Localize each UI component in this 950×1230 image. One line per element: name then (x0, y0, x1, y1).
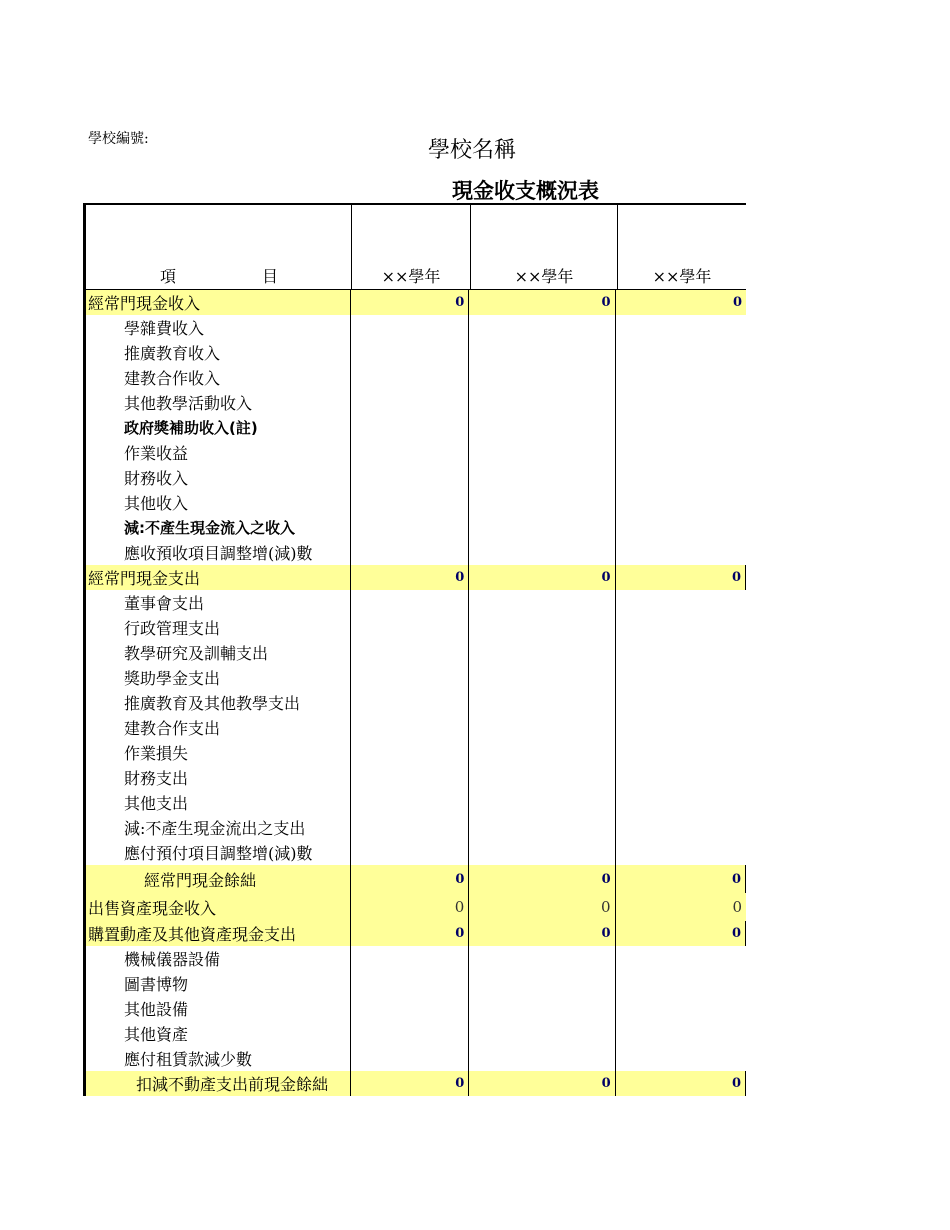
table-row (83, 515, 746, 540)
row-label: 應付預付項目調整增(減)數 (86, 840, 351, 865)
table-row (83, 865, 746, 893)
table-row (83, 1046, 746, 1071)
table-row (83, 465, 746, 490)
row-label: 其他資產 (86, 1021, 351, 1046)
year2-header: ××學年 (514, 267, 574, 286)
table-row (83, 815, 746, 840)
row-label: 減:不產生現金流入之收入 (86, 515, 351, 540)
table-row (83, 765, 746, 790)
row-label: 其他收入 (86, 490, 351, 515)
row-label: 應付租賃款減少數 (86, 1046, 351, 1071)
row-label: 作業收益 (86, 440, 351, 465)
year1-value: 0 (351, 893, 469, 921)
row-label: 教學研究及訓輔支出 (86, 640, 351, 665)
year2-value: 0 (469, 921, 615, 946)
row-label: 建教合作收入 (86, 365, 351, 390)
year1-value: 0 (351, 290, 469, 315)
row-label: 獎助學金支出 (86, 665, 351, 690)
table-row (83, 1071, 746, 1096)
table-row (83, 996, 746, 1021)
year2-value: 0 (469, 290, 615, 315)
table-row (83, 665, 746, 690)
table-row (83, 615, 746, 640)
year1-header: ××學年 (381, 267, 441, 286)
year2-column-header (471, 205, 618, 289)
table-row (83, 790, 746, 815)
row-label: 財務支出 (86, 765, 351, 790)
cash-flow-table (83, 203, 746, 1096)
table-row (83, 840, 746, 865)
row-label: 其他支出 (86, 790, 351, 815)
row-label: 建教合作支出 (86, 715, 351, 740)
table-row (83, 315, 746, 340)
year1-value: 0 (351, 1071, 469, 1096)
row-label: 政府獎補助收入(註) (86, 415, 351, 440)
row-label: 財務收入 (86, 465, 351, 490)
table-row (83, 415, 746, 440)
row-label: 其他設備 (86, 996, 351, 1021)
row-label: 行政管理支出 (86, 615, 351, 640)
row-label: 應收預收項目調整增(減)數 (86, 540, 351, 565)
table-row (83, 390, 746, 415)
table-row (83, 690, 746, 715)
item-header-part1: 項 (160, 267, 177, 286)
table-row (83, 971, 746, 996)
year2-value: 0 (469, 1071, 615, 1096)
table-row (83, 340, 746, 365)
year1-column-header (352, 205, 471, 289)
row-label: 其他教學活動收入 (86, 390, 351, 415)
school-number-label: 學校編號: (88, 131, 149, 147)
year3-value: 0 (616, 865, 746, 893)
table-header (83, 203, 746, 289)
row-label: 經常門現金支出 (86, 565, 351, 590)
year2-value: 0 (469, 893, 615, 921)
row-label: 推廣教育收入 (86, 340, 351, 365)
year2-value: 0 (469, 865, 615, 893)
row-label: 作業損失 (86, 740, 351, 765)
year3-value: 0 (616, 1071, 746, 1096)
school-name: 學校名稱 (428, 138, 517, 163)
table-row (83, 565, 746, 590)
item-column-header (86, 205, 352, 289)
table-row (83, 946, 746, 971)
year1-value: 0 (351, 565, 469, 590)
table-row (83, 715, 746, 740)
table-row (83, 490, 746, 515)
table-row (83, 440, 746, 465)
year3-value: 0 (616, 921, 746, 946)
table-row (83, 740, 746, 765)
year3-value: 0 (616, 290, 746, 315)
row-label: 機械儀器設備 (86, 946, 351, 971)
report-title: 現金收支概況表 (452, 179, 599, 203)
table-row (83, 893, 746, 921)
row-label: 經常門現金收入 (86, 290, 351, 315)
row-label: 經常門現金餘絀 (86, 865, 351, 893)
table-row (83, 365, 746, 390)
year3-column-header (618, 205, 746, 289)
table-row (83, 590, 746, 615)
row-label: 扣減不動產支出前現金餘絀 (86, 1071, 351, 1096)
table-row (83, 921, 746, 946)
year1-value: 0 (351, 865, 469, 893)
row-label: 出售資產現金收入 (86, 893, 351, 921)
year3-value: 0 (616, 565, 746, 590)
table-row (83, 540, 746, 565)
year1-value: 0 (351, 921, 469, 946)
row-label: 董事會支出 (86, 590, 351, 615)
table-row (83, 640, 746, 665)
table-row (83, 1021, 746, 1046)
year3-value: 0 (616, 893, 746, 921)
row-label: 學雜費收入 (86, 315, 351, 340)
row-label: 購置動產及其他資產現金支出 (86, 921, 351, 946)
year2-value: 0 (469, 565, 615, 590)
item-header-part2: 目 (262, 267, 279, 286)
table-row (83, 289, 746, 315)
row-label: 推廣教育及其他教學支出 (86, 690, 351, 715)
row-label: 圖書博物 (86, 971, 351, 996)
year3-header: ××學年 (652, 267, 712, 286)
row-label: 減:不產生現金流出之支出 (86, 815, 351, 840)
